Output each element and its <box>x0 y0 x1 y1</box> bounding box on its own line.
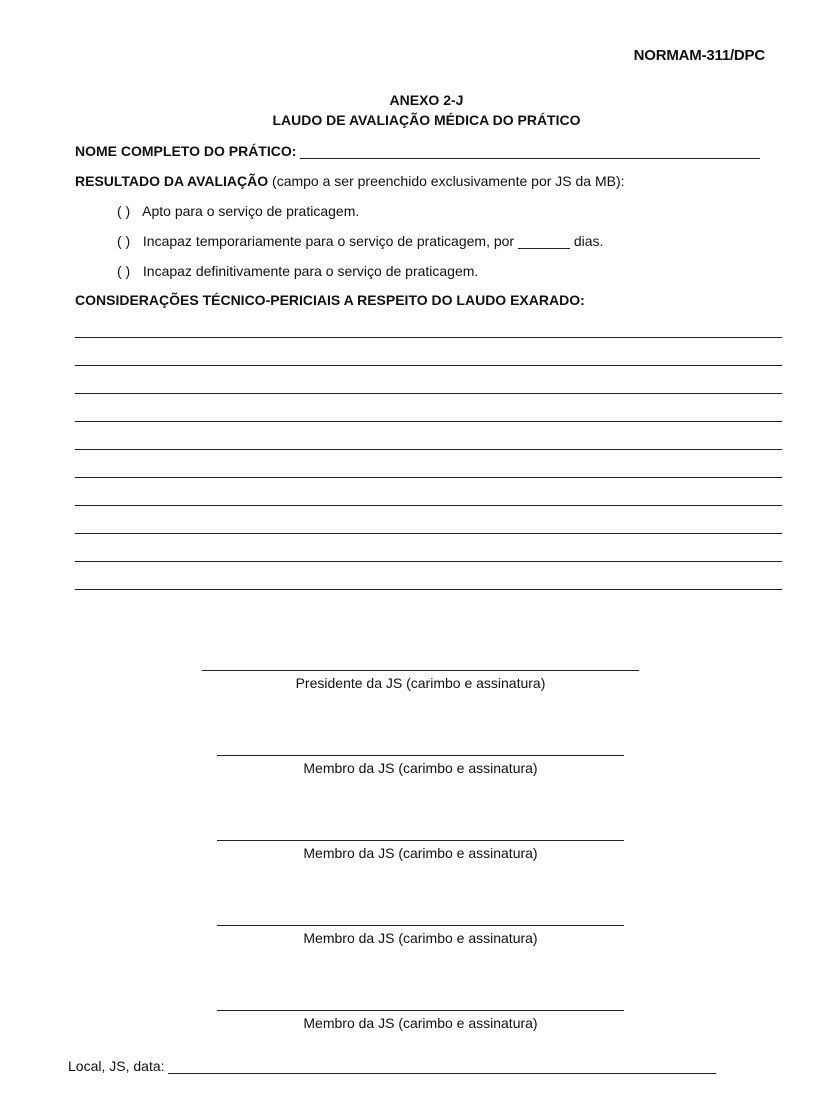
signature-caption: Membro da JS (carimbo e assinatura) <box>303 930 538 946</box>
checkbox-incapaz-definitivo[interactable]: ( ) <box>117 263 131 279</box>
considerations-line[interactable] <box>75 505 782 506</box>
checkbox-incapaz-temporario[interactable]: ( ) <box>117 233 131 249</box>
result-label: RESULTADO DA AVALIAÇÃO <box>75 173 269 189</box>
signature-president <box>202 670 639 691</box>
signature-line[interactable] <box>217 925 624 926</box>
signature-member-3 <box>217 925 624 946</box>
signature-line[interactable] <box>202 670 639 671</box>
option-incapaz-temporario <box>117 233 603 249</box>
signature-caption: Presidente da JS (carimbo e assinatura) <box>295 675 546 691</box>
days-label: dias. <box>573 233 604 249</box>
name-row <box>75 143 760 159</box>
signature-caption: Membro da JS (carimbo e assinatura) <box>303 1015 538 1031</box>
place-date-row <box>68 1058 716 1074</box>
considerations-line[interactable] <box>75 393 782 394</box>
considerations-line[interactable] <box>75 421 782 422</box>
considerations-line[interactable] <box>75 337 782 338</box>
considerations-line[interactable] <box>75 533 782 534</box>
considerations-label: CONSIDERAÇÕES TÉCNICO-PERICIAIS A RESPEITO DO LAUDO EXARADO: <box>75 292 585 308</box>
days-field[interactable] <box>518 234 570 249</box>
option-incapaz-definitivo <box>117 263 478 279</box>
signature-line[interactable] <box>217 755 624 756</box>
document-title: LAUDO DE AVALIAÇÃO MÉDICA DO PRÁTICO <box>272 112 581 128</box>
annex-title: ANEXO 2-J <box>389 92 464 108</box>
title-block <box>0 90 823 130</box>
considerations-line[interactable] <box>75 477 782 478</box>
considerations-line[interactable] <box>75 365 782 366</box>
option-incapaz-definitivo-label: Incapaz definitivamente para o serviço de praticagem. <box>142 263 479 279</box>
signature-caption: Membro da JS (carimbo e assinatura) <box>303 760 538 776</box>
document-reference: NORMAM-311/DPC <box>633 47 765 64</box>
signature-member-2 <box>217 840 624 861</box>
signature-line[interactable] <box>217 1010 624 1011</box>
considerations-line[interactable] <box>75 561 782 562</box>
signature-caption: Membro da JS (carimbo e assinatura) <box>303 845 538 861</box>
result-note: (campo a ser preenchido exclusivamente por JS da MB): <box>272 173 625 189</box>
signature-member-4 <box>217 1010 624 1031</box>
considerations-line[interactable] <box>75 589 782 590</box>
signature-line[interactable] <box>217 840 624 841</box>
checkbox-apto[interactable]: ( ) <box>117 203 131 219</box>
place-date-label: Local, JS, data: <box>68 1058 165 1074</box>
result-row <box>75 173 625 189</box>
name-label: NOME COMPLETO DO PRÁTICO: <box>75 143 297 159</box>
considerations-line[interactable] <box>75 449 782 450</box>
signature-member-1 <box>217 755 624 776</box>
place-date-field[interactable] <box>168 1059 716 1074</box>
option-apto <box>117 203 359 219</box>
name-field[interactable] <box>300 144 760 159</box>
option-apto-label: Apto para o serviço de praticagem. <box>142 203 360 219</box>
option-incapaz-temporario-label: Incapaz temporariamente para o serviço de praticagem, por <box>142 233 515 249</box>
